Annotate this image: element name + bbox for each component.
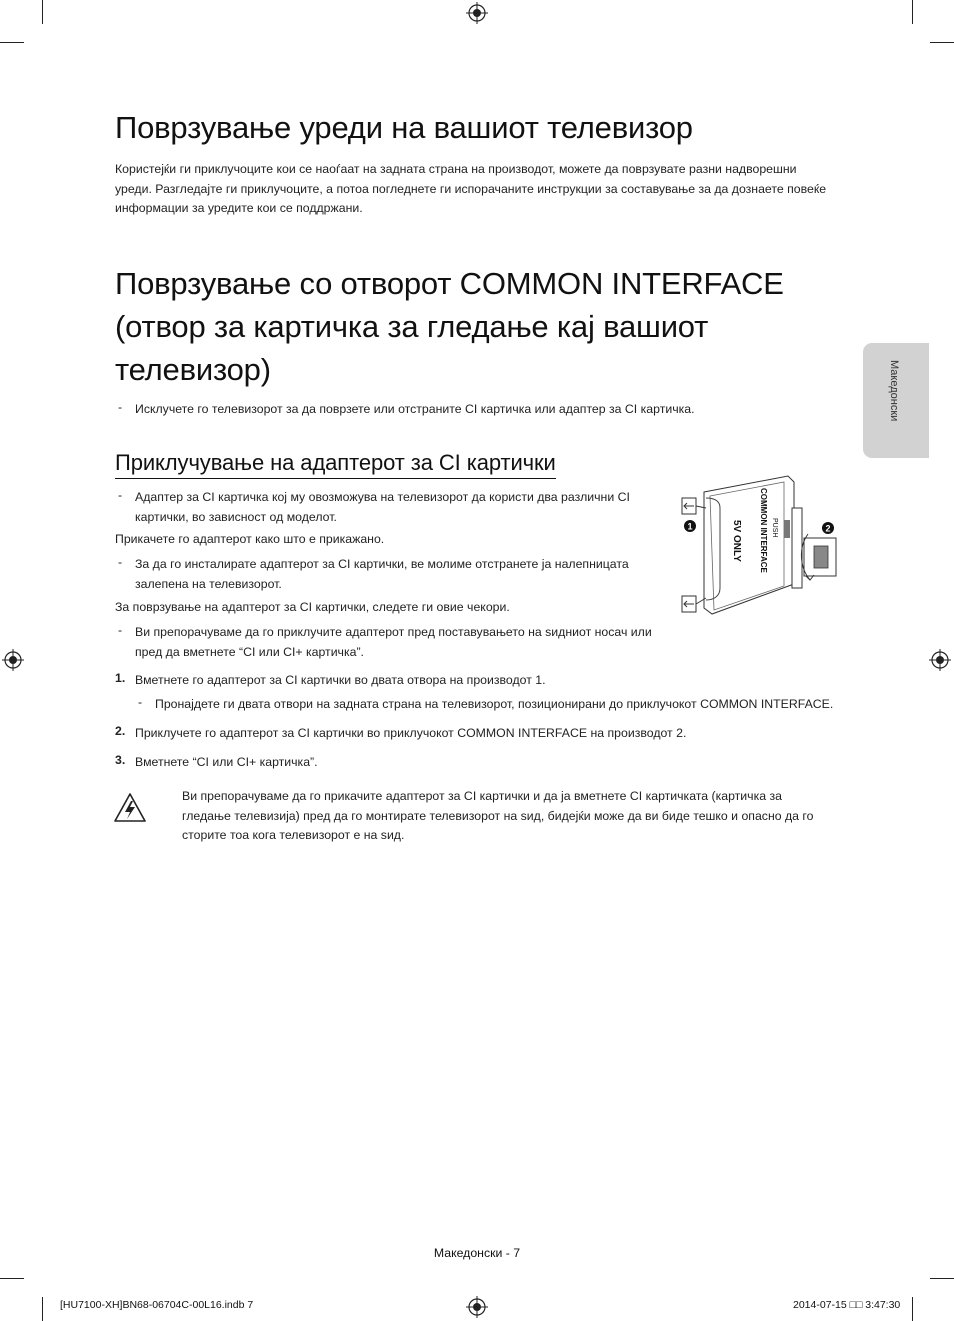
crop-mark bbox=[912, 1297, 913, 1321]
crop-mark bbox=[42, 0, 43, 24]
bullet-dash: - bbox=[138, 695, 143, 709]
ci-adapter-diagram bbox=[676, 468, 846, 618]
subsection-heading-ci-adapter: Приклучување на адаптерот за CI картички bbox=[115, 450, 556, 479]
section-heading-common-interface: Поврзување со отворот COMMON INTERFACE (отвор за картичка за гледање кај вашиот телевизор) bbox=[115, 266, 784, 387]
registration-mark-icon bbox=[466, 1296, 488, 1318]
section-heading-connecting-devices: Поврзување уреди на вашиот телевизор bbox=[115, 110, 693, 145]
warning-electric-icon bbox=[113, 792, 147, 824]
step-2-text: Приклучете го адаптерот за CI картички во приклучокот COMMON INTERFACE на производот 2. bbox=[135, 726, 687, 740]
step-number: 3. bbox=[115, 753, 126, 767]
bullet-recommend: Ви препорачуваме да го приклучите адаптерот пред поставувањето на ѕидниот носач или пред да вметнете “CI или CI+ картичка”. bbox=[135, 625, 652, 659]
bullet-dash: - bbox=[118, 488, 123, 502]
crop-mark bbox=[0, 1278, 24, 1279]
bullet-dash: - bbox=[118, 555, 123, 569]
sub-step-1: Пронајдете ги двата отвори на задната страна на телевизорот, позиционирани до приклучокот COMMON INTERFACE. bbox=[155, 697, 834, 711]
crop-mark bbox=[930, 42, 954, 43]
print-file-name: [HU7100-XH]BN68-06704C-00L16.indb 7 bbox=[60, 1299, 254, 1311]
page-number: Македонски - 7 bbox=[433, 1246, 521, 1260]
step-3-text: Вметнете “CI или CI+ картичка”. bbox=[135, 755, 318, 769]
note-disconnect: Исклучете го телевизорот за да поврзете или отстраните CI картичка или адаптер за CI картичка. bbox=[135, 402, 695, 416]
diagram-label-push: PUSH bbox=[771, 518, 778, 538]
bullet-adapter: Адаптер за CI картичка кој му овозможува на телевизорот да користи два различни CI картички, во зависност од моделот. bbox=[135, 490, 630, 524]
step-1-text: Вметнете го адаптерот за CI картички во двата отвора на производот 1. bbox=[135, 673, 546, 687]
step-number: 2. bbox=[115, 724, 126, 738]
registration-mark-icon bbox=[929, 649, 951, 671]
step-number: 1. bbox=[115, 671, 126, 685]
follow-steps-text: За поврзување на адаптерот за CI картички, следете ги овие чекори. bbox=[115, 600, 510, 614]
diagram-label-5v-only: 5V ONLY bbox=[731, 520, 742, 562]
attach-instruction: Прикачете го адаптерот како што е прикажано. bbox=[115, 532, 385, 546]
crop-mark bbox=[912, 0, 913, 24]
callout-1: 1 bbox=[687, 521, 693, 532]
registration-mark-icon bbox=[466, 2, 488, 24]
bullet-dash: - bbox=[118, 400, 123, 414]
print-date: 2014-07-15 □□ 3:47:30 bbox=[793, 1299, 901, 1311]
common-interface-term: COMMON INTERFACE bbox=[700, 697, 830, 711]
crop-mark bbox=[930, 1278, 954, 1279]
bullet-sticker: За да го инсталирате адаптерот за CI картички, ве молиме отстранете ја налепницата залепена на телевизорот. bbox=[135, 557, 629, 591]
crop-mark bbox=[0, 42, 24, 43]
warning-text: Ви препорачуваме да го прикачите адаптерот за CI картички и да ја вметнете CI картичката (картичка за гледање телевизија) пред да го монтирате телевизорот на ѕид, бидејќи може да ви биде тешко и опасно да го сторите тоа кога телевизорот е на ѕид. bbox=[182, 789, 814, 842]
common-interface-term: COMMON INTERFACE bbox=[457, 726, 588, 740]
intro-paragraph: Користејќи ги приклучоците кои се наоѓаат на задната страна на производот, можете да поврзувате разни надворешни уреди. Разгледајте ги приклучоците, а потоа погледнете ги испорачаните инструкции за составување за да дознаете повеќе информации за уредите кои се поддржани. bbox=[115, 162, 827, 215]
language-side-tab-label: Македонски bbox=[888, 360, 900, 422]
bullet-dash: - bbox=[118, 623, 123, 637]
diagram-label-common-interface: COMMON INTERFACE bbox=[759, 488, 768, 573]
crop-mark bbox=[42, 1297, 43, 1321]
registration-mark-icon bbox=[2, 649, 24, 671]
callout-2: 2 bbox=[825, 523, 831, 534]
